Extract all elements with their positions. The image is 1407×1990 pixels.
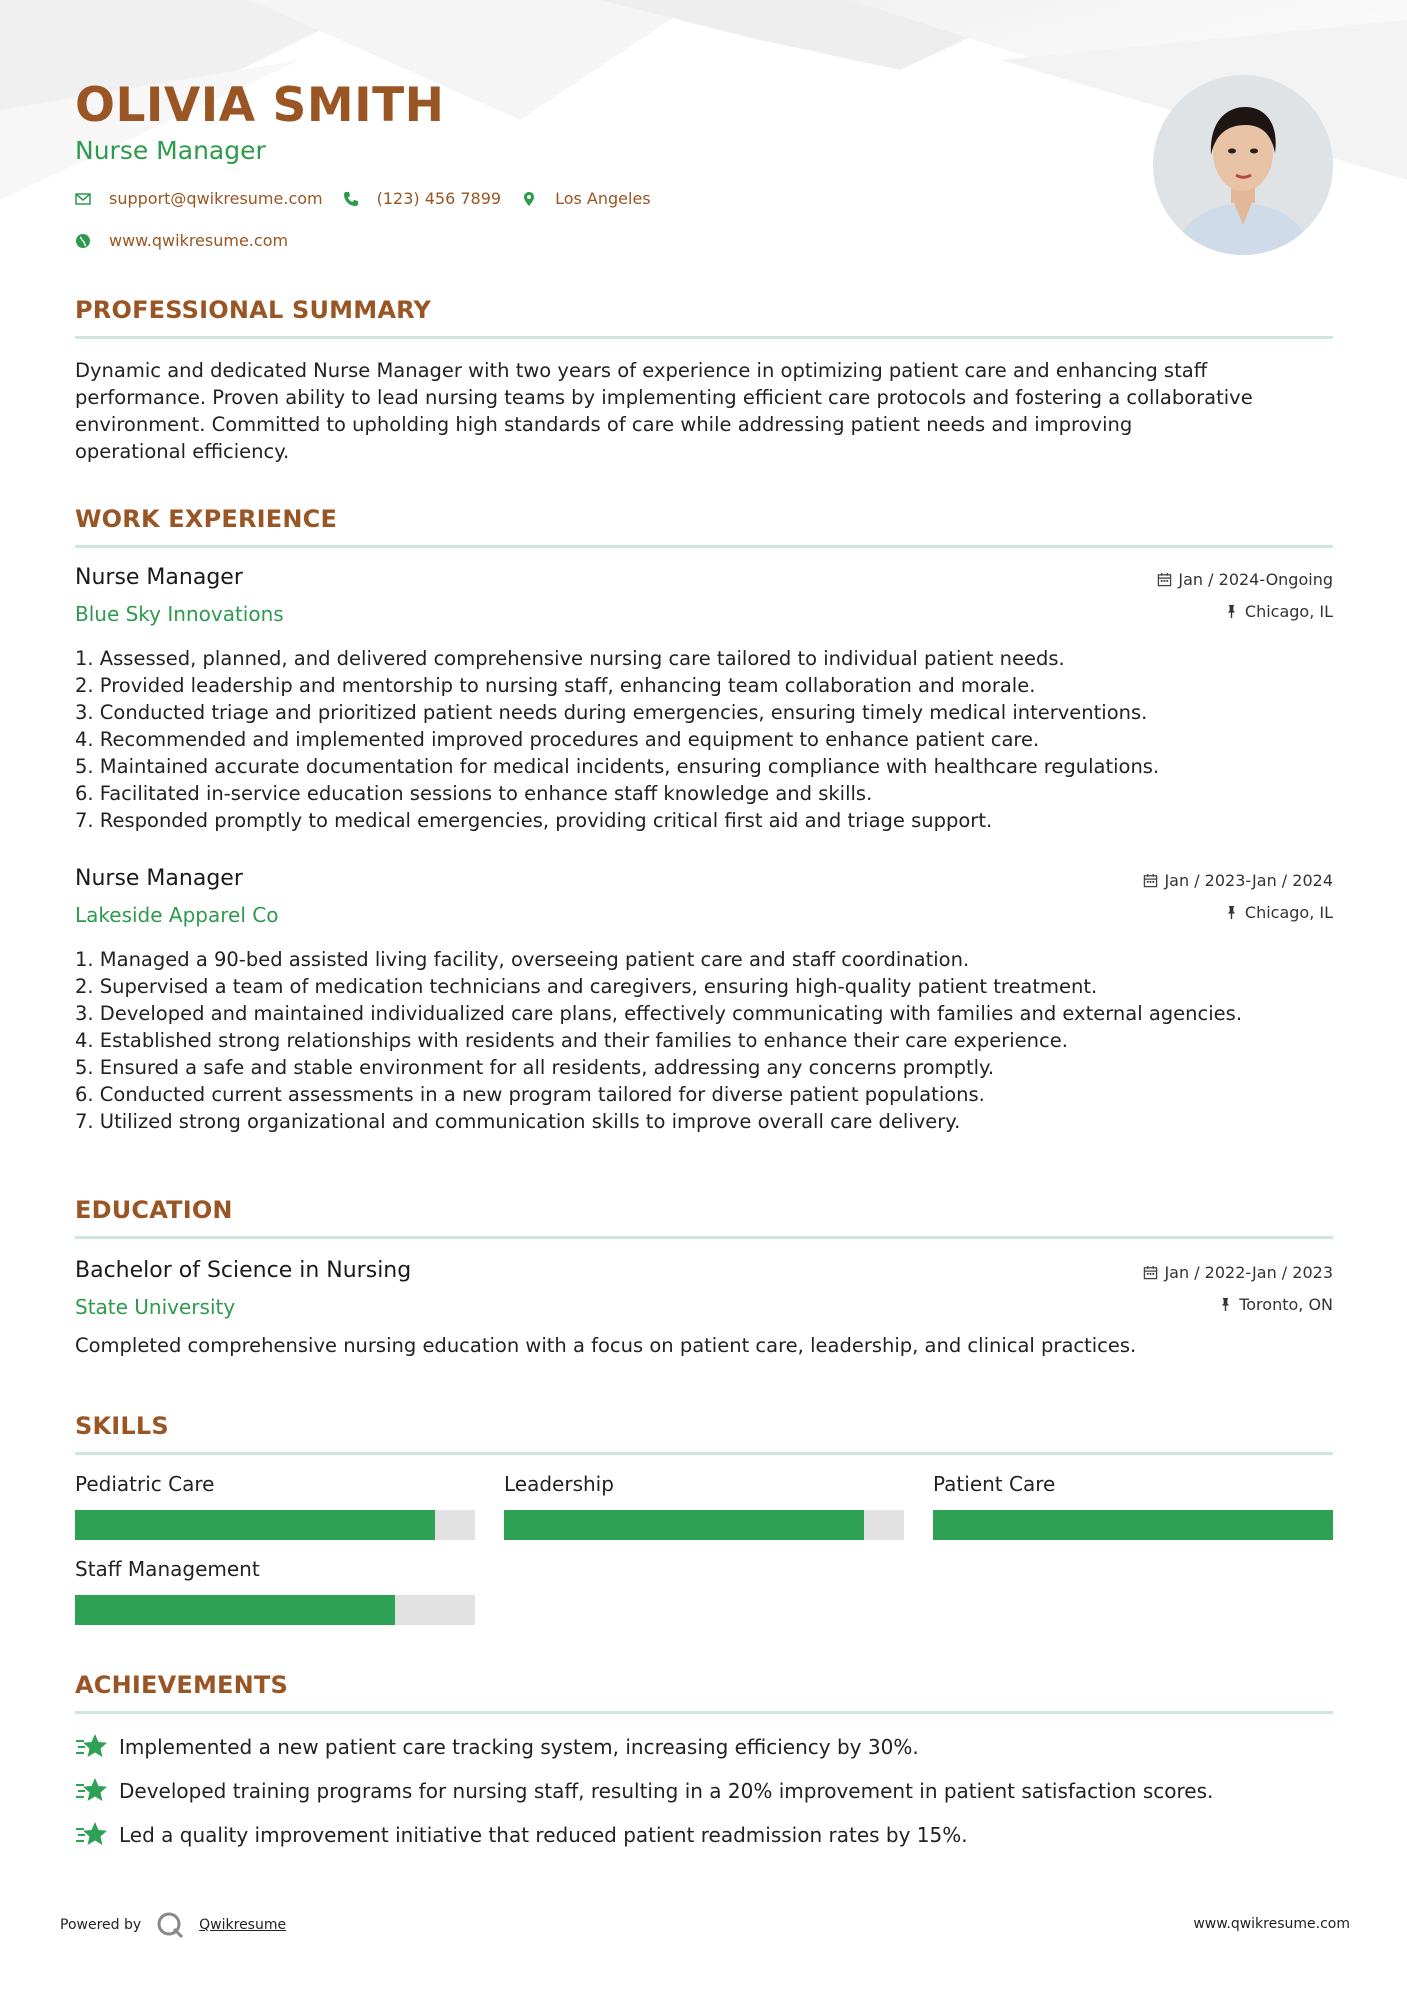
job-bullet: 5. Maintained accurate documentation for medical incidents, ensuring compliance with healthcare regulations. [75, 755, 1160, 778]
contact-location [521, 189, 651, 208]
summary-line: operational efficiency. [75, 440, 290, 463]
job-bullet: 4. Recommended and implemented improved procedures and equipment to enhance patient care. [75, 728, 1040, 751]
education-location-text: Toronto, ON [1239, 1295, 1333, 1314]
job-bullet: 1. Managed a 90-bed assisted living facility, overseeing patient care and staff coordination. [75, 948, 970, 971]
skill-label: Staff Management [75, 1557, 260, 1581]
calendar-icon [1143, 1265, 1158, 1280]
education-date-text: Jan / 2022-Jan / 2023 [1164, 1263, 1333, 1282]
profile-photo [1153, 75, 1333, 255]
job-bullet: 2. Supervised a team of medication technicians and caregivers, ensuring high-quality patient treatment. [75, 975, 1098, 998]
achievement-text: Developed training programs for nursing staff, resulting in a 20% improvement in patient satisfaction scores. [119, 1779, 1214, 1803]
contact-email[interactable] [75, 189, 323, 208]
job-title: Nurse Manager [75, 866, 243, 891]
summary-line: performance. Proven ability to lead nursing teams by implementing efficient care protocols and fostering a collaborative [75, 386, 1253, 409]
skill-item [504, 1472, 904, 1540]
job-title: Nurse Manager [75, 565, 243, 590]
job-bullet: 5. Ensured a safe and stable environment for all residents, addressing any concerns promptly. [75, 1056, 995, 1079]
job-date-text: Jan / 2024-Ongoing [1178, 570, 1333, 589]
skill-bar-fill [504, 1510, 864, 1540]
star-badge-icon [75, 1732, 109, 1762]
achievement-text: Led a quality improvement initiative that reduced patient readmission rates by 15%. [119, 1823, 968, 1847]
section-title-experience: WORK EXPERIENCE [75, 505, 338, 533]
education-location [1218, 1295, 1333, 1314]
school: State University [75, 1295, 236, 1319]
achievements-section [75, 1671, 1333, 1714]
job-location [1224, 602, 1333, 621]
job-bullet: 1. Assessed, planned, and delivered comprehensive nursing care tailored to individual patient needs. [75, 647, 1065, 670]
achievement-text: Implemented a new patient care tracking system, increasing efficiency by 30%. [119, 1735, 919, 1759]
footer-powered-by [60, 1910, 286, 1940]
achievement-item [75, 1820, 968, 1850]
job-header [75, 866, 1333, 936]
resume-header [75, 0, 1333, 290]
pin-icon [1224, 604, 1239, 619]
education-entry [75, 1258, 1333, 1357]
footer-url[interactable]: www.qwikresume.com [1193, 1916, 1350, 1932]
skill-bar-fill [75, 1595, 395, 1625]
star-badge-icon [75, 1820, 109, 1850]
candidate-name: OLIVIA SMITH [75, 78, 445, 133]
degree: Bachelor of Science in Nursing [75, 1258, 412, 1283]
education-description: Completed comprehensive nursing education with a focus on patient care, leadership, and clinical practices. [75, 1334, 1137, 1357]
email-icon [75, 191, 91, 207]
calendar-icon [1143, 873, 1158, 888]
skill-label: Pediatric Care [75, 1472, 215, 1496]
skills-section [75, 1412, 1333, 1455]
location-text: Los Angeles [555, 189, 651, 208]
candidate-title: Nurse Manager [75, 136, 266, 165]
job-location [1224, 903, 1333, 922]
job-bullet: 6. Facilitated in-service education sessions to enhance staff knowledge and skills. [75, 782, 873, 805]
resume-page [75, 0, 1333, 1847]
summary-section [75, 296, 1333, 465]
job-bullet: 7. Responded promptly to medical emergencies, providing critical first aid and triage support. [75, 809, 993, 832]
contact-phone[interactable] [343, 189, 501, 208]
education-header [75, 1258, 1333, 1328]
section-divider [75, 545, 1333, 548]
pin-icon [1224, 905, 1239, 920]
job-header [75, 565, 1333, 635]
job-date-text: Jan / 2023-Jan / 2024 [1164, 871, 1333, 890]
contact-row [75, 189, 671, 208]
job-bullet: 3. Conducted triage and prioritized patient needs during emergencies, ensuring timely medical interventions. [75, 701, 1148, 724]
skill-bar-track [504, 1510, 904, 1540]
section-divider [75, 1236, 1333, 1239]
job-location-text: Chicago, IL [1244, 903, 1333, 922]
skill-bar-fill [933, 1510, 1333, 1540]
job-company: Lakeside Apparel Co [75, 903, 279, 927]
phone-icon [343, 191, 359, 207]
job-bullet: 7. Utilized strong organizational and communication skills to improve overall care delivery. [75, 1110, 961, 1133]
achievement-item [75, 1732, 919, 1762]
map-marker-icon [521, 191, 537, 207]
job-entry [75, 565, 1333, 834]
qwikresume-link[interactable]: Qwikresume [199, 1917, 287, 1933]
skill-item [75, 1472, 475, 1540]
footer [60, 1900, 1350, 1940]
education-section [75, 1196, 1333, 1239]
achievement-item [75, 1776, 1213, 1806]
section-title-skills: SKILLS [75, 1412, 169, 1440]
star-badge-icon [75, 1776, 109, 1806]
phone-text: (123) 456 7899 [376, 189, 502, 208]
skill-bar-fill [75, 1510, 435, 1540]
section-divider [75, 1452, 1333, 1455]
experience-section [75, 505, 1333, 548]
section-title-achievements: ACHIEVEMENTS [75, 1671, 288, 1699]
job-bullets [75, 645, 1333, 834]
job-bullet: 6. Conducted current assessments in a new program tailored for diverse patient populations. [75, 1083, 985, 1106]
job-date [1143, 871, 1333, 890]
skill-item [75, 1557, 475, 1625]
summary-line: environment. Committed to upholding high standards of care while addressing patient needs and improving [75, 413, 1133, 436]
globe-icon [75, 233, 91, 249]
contact-row-website [75, 231, 308, 250]
skill-bar-track [75, 1510, 475, 1540]
job-entry [75, 866, 1333, 1135]
job-bullet: 4. Established strong relationships with residents and their families to enhance their care experience. [75, 1029, 1068, 1052]
job-location-text: Chicago, IL [1244, 602, 1333, 621]
education-date [1143, 1263, 1333, 1282]
skill-item [933, 1472, 1333, 1540]
section-divider [75, 336, 1333, 339]
section-divider [75, 1711, 1333, 1714]
summary-text [75, 357, 1333, 465]
skill-bar-track [75, 1595, 475, 1625]
calendar-icon [1157, 572, 1172, 587]
job-bullet: 2. Provided leadership and mentorship to nursing staff, enhancing team collaboration and morale. [75, 674, 1036, 697]
job-company: Blue Sky Innovations [75, 602, 284, 626]
job-date [1157, 570, 1333, 589]
section-title-summary: PROFESSIONAL SUMMARY [75, 296, 432, 324]
email-text: support@qwikresume.com [109, 189, 323, 208]
qwikresume-logo-icon [155, 1910, 185, 1940]
skill-label: Leadership [504, 1472, 614, 1496]
section-title-education: EDUCATION [75, 1196, 233, 1224]
skill-label: Patient Care [933, 1472, 1056, 1496]
contact-website[interactable] [75, 231, 288, 250]
job-bullets [75, 946, 1333, 1135]
summary-line: Dynamic and dedicated Nurse Manager with two years of experience in optimizing patient care and enhancing staff [75, 359, 1208, 382]
website-text: www.qwikresume.com [109, 231, 289, 250]
powered-by-text: Powered by [60, 1917, 142, 1933]
pin-icon [1218, 1297, 1233, 1312]
job-bullet: 3. Developed and maintained individualized care plans, effectively communicating with families and external agencies. [75, 1002, 1243, 1025]
skill-bar-track [933, 1510, 1333, 1540]
